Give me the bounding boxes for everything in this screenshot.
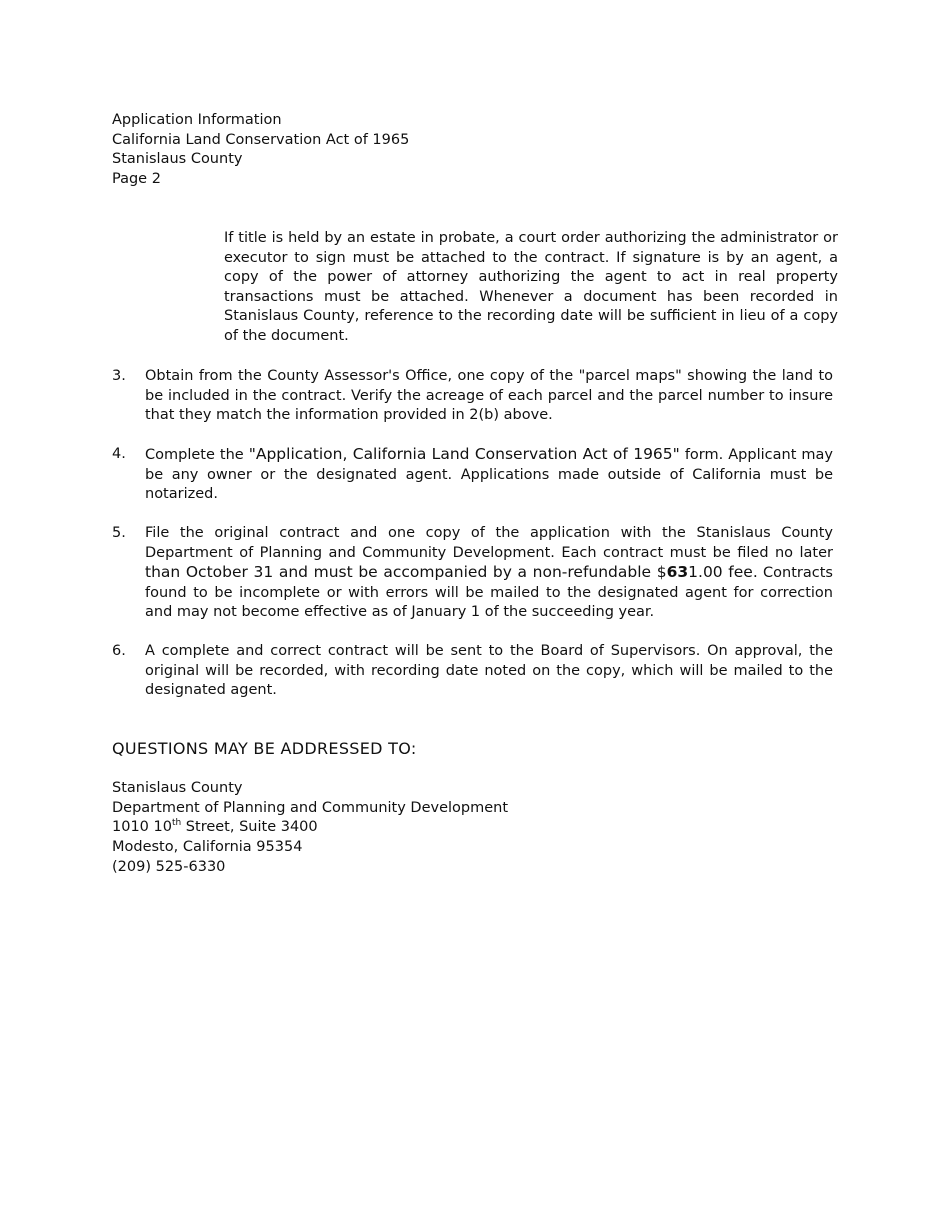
- list-item-5: [112, 524, 833, 623]
- form-title: "Application, California Land Conservation Act of 1965": [248, 445, 680, 463]
- list-item-number: 3.: [112, 368, 126, 384]
- questions-heading: QUESTIONS MAY BE ADDRESSED TO:: [112, 739, 417, 758]
- address-street: [112, 818, 508, 838]
- continuation-paragraph: If title is held by an estate in probate, a court order authorizing the administrator or executor to sign must be attached to the contract. If signature is by an agent, a copy of the power of attorney authorizing the agent to act in real property transactions must be attached. Whenever a document has been recorded in Stanislaus County, reference to the recording date will be sufficient in lieu of a copy of the document.: [224, 230, 838, 344]
- list-item-3: [112, 367, 833, 426]
- list-item-4: [112, 445, 833, 505]
- address-county: Stanislaus County: [112, 780, 243, 796]
- list-item-6: [112, 642, 833, 701]
- header-title: Application Information: [112, 112, 282, 128]
- street-ordinal: th: [171, 818, 182, 829]
- address-city: Modesto, California 95354: [112, 839, 303, 856]
- header-page-number: Page 2: [112, 171, 161, 188]
- address-phone: (209) 525-6330: [112, 858, 226, 875]
- street-number: 1010 10: [112, 819, 172, 836]
- header-act: California Land Conservation Act of 1965: [112, 131, 410, 148]
- header-county: Stanislaus County: [112, 151, 243, 168]
- list-item-text: [145, 524, 833, 623]
- contact-address: [112, 779, 508, 878]
- deadline-text: than October 31 and must be accompanied by a non-refundable $: [145, 563, 667, 582]
- text-segment: File the original contract and one copy of the application with the Stanislaus County Department of Planning and Community Development. Each contract must be filed no later: [145, 525, 833, 561]
- fee-amount-rest: 1.00 fee.: [688, 563, 758, 582]
- fee-amount-bold: 63: [666, 563, 689, 582]
- list-item-number: 5.: [112, 525, 126, 541]
- street-name: Street, Suite 3400: [181, 819, 318, 836]
- list-item-number: 6.: [112, 643, 126, 659]
- list-item-text: [145, 445, 833, 505]
- list-item-text: A complete and correct contract will be sent to the Board of Supervisors. On approval, the original will be recorded, with recording date noted on the copy, which will be mailed to the designated agent.: [145, 643, 833, 699]
- address-department: Department of Planning and Community Development: [112, 799, 509, 816]
- list-item-text: Obtain from the County Assessor's Office, one copy of the "parcel maps" showing the land to be included in the contract. Verify the acreage of each parcel and the parcel number to insure that they match the information provided in 2(b) above.: [145, 368, 833, 424]
- text-segment: form. Applicant may be any owner or the designated agent. Applications made outside of California must be notarized.: [145, 447, 834, 503]
- text-segment: Contracts found to be incomplete or with errors will be mailed to the designated agent for correction and may not become effective as of January 1 of the succeeding year.: [145, 565, 833, 621]
- page-header: [112, 111, 409, 190]
- list-item-number: 4.: [112, 446, 126, 462]
- text-segment: Complete the: [145, 447, 249, 463]
